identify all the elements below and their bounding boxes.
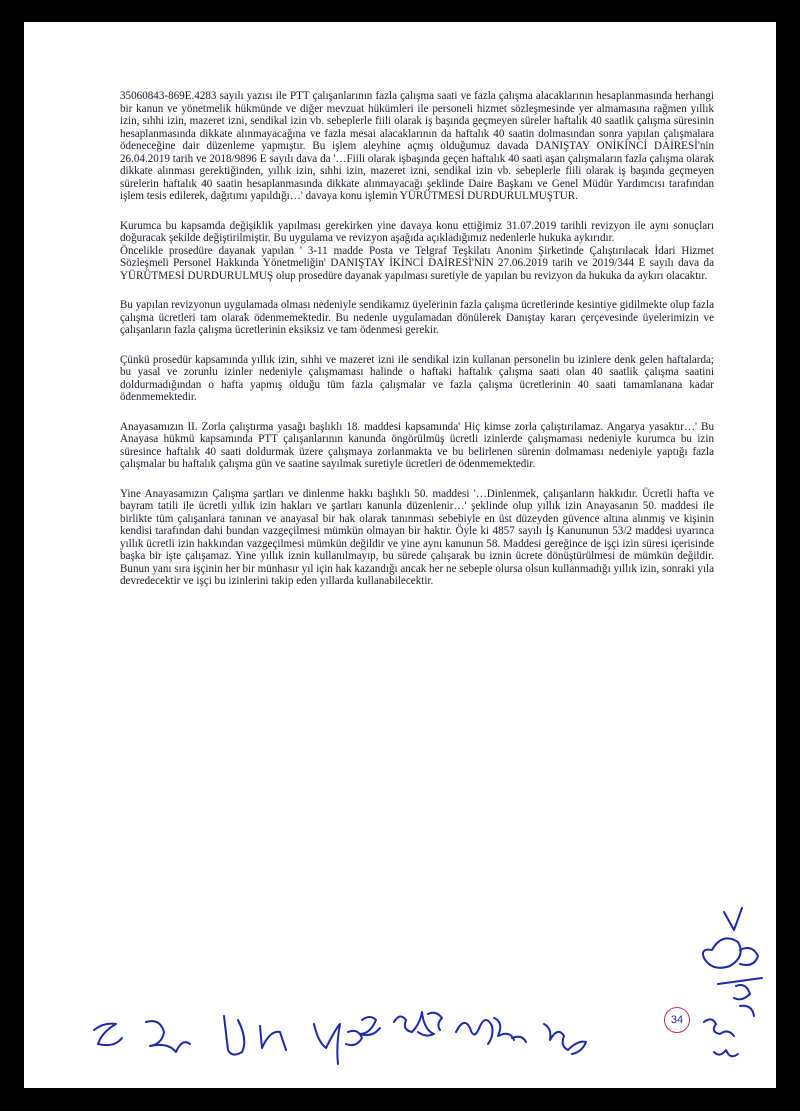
signature-4-icon xyxy=(314,1017,380,1064)
paragraph-1: 35060843-869E.4283 sayılı yazısı ile PTT çalışanlarının fazla çalışma saati ve fazla çalışma alacaklarının hesaplanmasında herhangi bir kanun ve yönetmelik hükmünde ve diğer mevzuat hükümleri ile personeli hizmet sözleşmesinde yer almamasına rağmen yıllık izin, sıhhi izin, mazeret izni, sendikal izin vb. sebeplerle fiili olarak iş başında geçmeyen süreler haftalık 40 saatlik çalışma süresinin hesaplanmasında dikkate alınmayacağına ve fazla mesai alacaklarının da haftalık 40 saatin dolmasından sonra yapılan çalışmalara ödeneceğine dair düzenleme yapmıştır. Bu işlem aleyhine açmış olduğumuz davada DANIŞTAY ONİKİNCİ DAİRESİ'nin 26.04.2019 tarih ve 2018/9896 E sayılı dava da '…Fiili olarak işbaşında geçen haftalık 40 saati aşan çalışmaların fazla çalışma olarak dikkate alınması gerektiğinden, yıllık izin, sıhhi izin, mazeret izni, sendikal izin vb. sebeplerle fiili olarak iş başında geçmeyen sürelerin haftalık 40 saatin hesaplanmasında dikkate alınmayacağı şeklinde Daire Başkanı ve Genel Müdür Yardımcısı tarafından işlem tesis edilerek, dağıtımı yapıldığı…' davaya konu işlemin YÜRÜTMESİ DURDURULMUŞTUR. xyxy=(120,90,714,202)
paragraph-7: Yine Anayasamızın Çalışma şartları ve dinlenme hakkı başlıklı 50. maddesi '…Dinlenmek, çalışanların hakkıdır. Ücretli hafta ve bayram tatili ile ücretli yıllık izin hakları ve şartları kanunla düzenlenir…' şeklinde olup yıllık izin Anayasanın 50. maddesi ile birlikte tüm çalışanlara tanınan ve anayasal bir hak olarak tanınması sebebiyle en üst düzeyden güvence altına alınmış ve kişinin kendisi tarafından dahi bundan vazgeçilmesi mümkün olmayan bir haktır. Öyle ki 4857 sayılı İş Kanununun 53/2 maddesi uyarınca yıllık ücretli izin hakkından vazgeçilmesi mümkün değildir ve yine aynı kanunun 58. Maddesi gereğince de işçi izin süresi içerisinde başka bir işte çalışamaz. Yine yıllık iznin kullanılmayıp, bu sürede çalışarak bu iznin ücrete dönüştürülmesi de mümkün değildir. Bunun yanı sıra işçinin her bir münhasır yıl için hak kazandığı ancak her ne sebeple olursa olsun kullanmadığı yıllık izin, sonraki yıla devredecektir ve işçi bu izinlerini takip eden yıllarda kullanabilecektir. xyxy=(120,487,714,587)
signature-8-icon xyxy=(703,908,762,1016)
signature-7-icon xyxy=(544,1024,586,1054)
page-number: 34 xyxy=(664,1007,690,1033)
signature-2-icon xyxy=(146,1021,190,1052)
signature-9-icon xyxy=(704,1019,738,1056)
paragraph-5: Çünkü prosedür kapsamında yıllık izin, sıhhi ve mazeret izni ile sendikal izin kullanan personelin bu izinlere denk gelen haftalarda; bu yasal ve zorunlu izinler nedeniyle çalışmaması halinde o haftaki haftalık çalışma saati olan 40 saatlik çalışma saatini doldurmadığından o hafta yapmış olduğu tüm fazla çalışmalar ve fazla çalışma ücretlerinin 40 saati tamamlanana kadar ödenmemektedir. xyxy=(120,353,714,403)
paragraph-6: Anayasamızın II. Zorla çalıştırma yasağı başlıklı 18. maddesi kapsamında' Hiç kimse zorla çalıştırılamaz. Angarya yasaktır…' Bu Anayasa hükmü kapsamında PTT çalışanlarının kanunda öngörülmüş ücretli izinlerde çalışmaması nedeniyle kurumca bu izin süresince haftalık 40 saati doldurmak üzere çalışmaya zorlanmakta ve bu belirlenen sürenin dolmaması nedeniyle yaptığı fazla çalışmalar bu haftalık çalışma gün ve saatine sayılmak suretiyle ücretleri de ödenmemektedir. xyxy=(120,420,714,470)
paragraph-3: Öncelikle prosedüre dayanak yapılan ' 3-11 madde Posta ve Telgraf Teşkilatı Anonim Şirketinde Çalıştırılacak İdari Hizmet Sözleşmeli Personel Hakkında Yönetmeliğin' DANIŞTAY İKİNCİ DAİRESİ'NİN 27.06.2019 tarih ve 2019/344 E sayılı dava da YÜRÜTMESİ DURDURULMUŞ olup prosedüre dayanak yapılması suretiyle de yapılan bu revizyon da hukuka da aykırı olacaktır. xyxy=(120,244,714,282)
signature-6-icon xyxy=(456,1018,526,1044)
paragraph-4: Bu yapılan revizyonun uygulamada olması nedeniyle sendikamız üyelerinin fazla çalışma ücretlerinde kesintiye gidilmekte olup fazla çalışma ücretleri tam olarak ödenmemektedir. Bu nedenle uygulamadan dönülerek Danıştay kararı çerçevesinde üyelerimizin ve çalışanların fazla çalışma ücretlerinin eksiksiz ve tam ödenmesi gerekir. xyxy=(120,299,714,336)
document-body xyxy=(120,90,714,605)
signature-3-icon xyxy=(224,1016,286,1055)
signature-5-icon xyxy=(394,1012,442,1036)
document-page xyxy=(24,22,776,1088)
paragraph-2: Kurumca bu kapsamda değişiklik yapılması gerekirken yine davaya konu ettiğimiz 31.07.2019 tarihli revizyon ile aynı sonuçları doğuracak şekilde değiştirilmiştir. Bu uygulama ve revizyon aşağıda açıkladığımız nedenlerle hukuka aykırıdır. xyxy=(120,219,714,244)
signature-1-icon xyxy=(94,1024,122,1046)
